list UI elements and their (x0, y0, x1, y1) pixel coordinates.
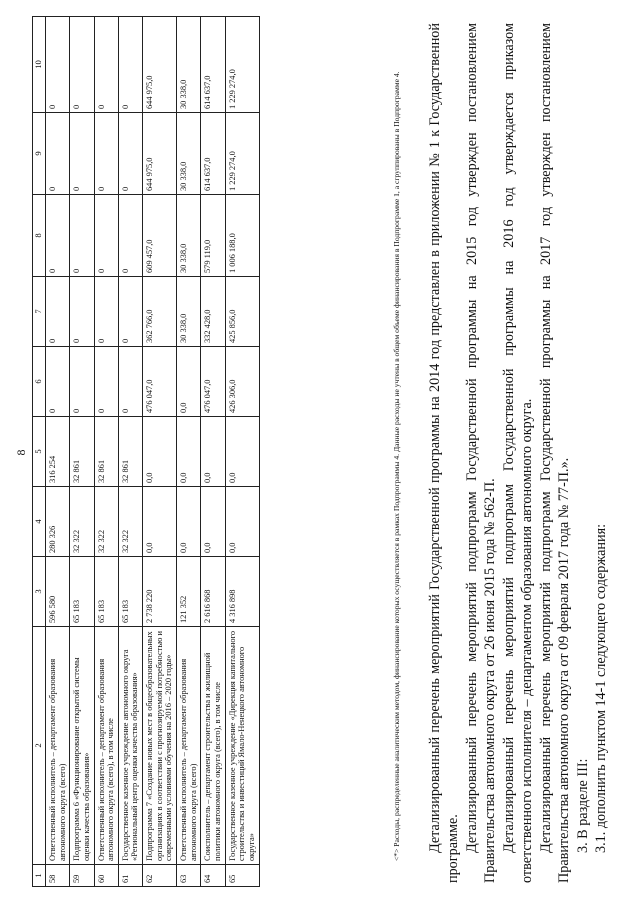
table-header-row (33, 17, 46, 887)
cell-value: 0 (45, 195, 69, 277)
row-number: 62 (143, 865, 177, 887)
row-name: Государственное казенное учреждение «Дирекция капитального строительства и инвестиций Ямало-Ненецкого автономного округа» (225, 627, 259, 865)
cell-value: 476 047,0 (143, 347, 177, 417)
cell-value: 280 326 (45, 487, 69, 557)
table-row (70, 17, 94, 887)
row-name: Государственное казенное учреждение автономного округа «Региональный центр оценки качества образования» (118, 627, 142, 865)
cell-value: 0 (94, 347, 118, 417)
header-cell: 8 (33, 195, 46, 277)
header-cell: 3 (33, 557, 46, 627)
cell-value: 32 861 (70, 417, 94, 487)
financing-table (32, 16, 260, 887)
cell-value: 316 254 (45, 417, 69, 487)
cell-value: 32 322 (118, 487, 142, 557)
cell-value: 0,0 (143, 417, 177, 487)
cell-value: 0 (118, 195, 142, 277)
row-number: 58 (45, 865, 69, 887)
cell-total: 2 616 868 (201, 557, 225, 627)
header-cell: 7 (33, 277, 46, 347)
cell-value: 609 457,0 (143, 195, 177, 277)
table-row (177, 17, 201, 887)
header-cell: 5 (33, 417, 46, 487)
cell-value: 0,0 (177, 347, 201, 417)
row-number: 61 (118, 865, 142, 887)
cell-value: 1 229 274,0 (225, 17, 259, 113)
cell-total: 65 183 (118, 557, 142, 627)
table-row (225, 17, 259, 887)
cell-total: 121 352 (177, 557, 201, 627)
table-row (143, 17, 177, 887)
cell-value: 0 (70, 347, 94, 417)
cell-value: 614 637,0 (201, 113, 225, 195)
cell-value: 0,0 (143, 487, 177, 557)
cell-value: 332 428,0 (201, 277, 225, 347)
cell-value: 362 766,0 (143, 277, 177, 347)
header-cell: 6 (33, 347, 46, 417)
cell-value: 30 338,0 (177, 17, 201, 113)
cell-value: 0 (45, 347, 69, 417)
row-number: 65 (225, 865, 259, 887)
cell-value: 0 (118, 277, 142, 347)
paragraph: 3.1. дополнить пунктом 14-1 следующего содержания: (593, 523, 610, 853)
cell-value: 0 (45, 113, 69, 195)
cell-value: 0 (70, 17, 94, 113)
cell-value: 0 (94, 277, 118, 347)
cell-value: 0,0 (177, 417, 201, 487)
table-footnote: <*> Расходы, распределенные аналитическим методом, финансирование которых осуществляется в рамках Подпрограммы 4. Данные расходы не учтены в общем объеме финансирования в Подпрограмме 1, а сгруппированы в Подпрограмме 4. (392, 71, 401, 861)
cell-value: 32 322 (94, 487, 118, 557)
cell-value: 579 119,0 (201, 195, 225, 277)
cell-value: 425 856,0 (225, 277, 259, 347)
cell-value: 0,0 (201, 487, 225, 557)
row-name: Подпрограмма 6 «Функционирование открытой системы оценки качества образования» (70, 627, 94, 865)
cell-value: 0 (118, 347, 142, 417)
table-row (201, 17, 225, 887)
cell-value: 0 (70, 195, 94, 277)
paragraph: Детализированный перечень мероприятий Государственной программы на 2014 год представлен в приложении № 1 к Государственной программе. (427, 23, 462, 883)
cell-value: 0,0 (201, 417, 225, 487)
paragraph: Детализированный перечень мероприятий подпрограмм Государственной программы на 2015 год утвержден постановлением Правительства автономного округа от 26 июня 2015 года № 562-П. (463, 23, 499, 883)
row-name: Соисполнитель – департамент строительства и жилищной политики автономного округа (всего), в том числе (201, 627, 225, 865)
cell-value: 0 (45, 17, 69, 113)
cell-value: 0 (118, 113, 142, 195)
cell-value: 0 (70, 277, 94, 347)
cell-value: 30 338,0 (177, 195, 201, 277)
cell-value: 644 975,0 (143, 17, 177, 113)
cell-total: 4 316 898 (225, 557, 259, 627)
cell-value: 614 637,0 (201, 17, 225, 113)
cell-total: 65 183 (70, 557, 94, 627)
cell-value: 32 861 (94, 417, 118, 487)
table-row (118, 17, 142, 887)
cell-value: 0 (118, 17, 142, 113)
header-cell: 10 (33, 17, 46, 113)
row-number: 59 (70, 865, 94, 887)
row-name: Ответственный исполнитель – департамент образования автономного округа (всего) (177, 627, 201, 865)
cell-value: 0 (70, 113, 94, 195)
cell-value: 0,0 (177, 487, 201, 557)
cell-value: 0 (94, 113, 118, 195)
cell-total: 2 738 220 (143, 557, 177, 627)
row-number: 60 (94, 865, 118, 887)
row-name: Ответственный исполнитель – департамент образования автономного округа (всего), в том числе (94, 627, 118, 865)
header-cell: 9 (33, 113, 46, 195)
cell-value: 30 338,0 (177, 113, 201, 195)
cell-value: 32 322 (70, 487, 94, 557)
row-number: 63 (177, 865, 201, 887)
cell-value: 0,0 (225, 487, 259, 557)
table-row (45, 17, 69, 887)
section-heading: 3. В разделе III: (574, 758, 591, 853)
cell-value: 30 338,0 (177, 277, 201, 347)
cell-value: 426 306,0 (225, 347, 259, 417)
header-cell: 4 (33, 487, 46, 557)
header-cell: 1 (33, 865, 46, 887)
cell-total: 65 183 (94, 557, 118, 627)
row-name: Подпрограмма 7 «Создание новых мест в общеобразовательных организациях в соответствии с прогнозируемой потребностью и современными условиями обучения на 2016 – 2020 годы» (143, 627, 177, 865)
body-text (426, 23, 611, 883)
cell-value: 644 975,0 (143, 113, 177, 195)
cell-value: 1 006 188,0 (225, 195, 259, 277)
row-name: Ответственный исполнитель – департамент образования автономного округа (всего) (45, 627, 69, 865)
cell-value: 0 (45, 277, 69, 347)
cell-value: 32 861 (118, 417, 142, 487)
page-number: 8 (14, 449, 28, 456)
cell-value: 0,0 (225, 417, 259, 487)
row-number: 64 (201, 865, 225, 887)
cell-total: 596 580 (45, 557, 69, 627)
cell-value: 1 229 274,0 (225, 113, 259, 195)
cell-value: 0 (94, 17, 118, 113)
paragraph: Детализированный перечень мероприятий подпрограмм Государственной программы на 2017 год утвержден постановлением Правительства автономного округа от 09 февраля 2017 года № 77-П.». (537, 23, 573, 883)
cell-value: 0 (94, 195, 118, 277)
paragraph: Детализированный перечень мероприятий подпрограмм Государственной программы на 2016 год утверждается приказом ответственного исполнителя – департаментом образования автономного округа. (500, 23, 536, 883)
header-cell: 2 (33, 627, 46, 865)
cell-value: 476 047,0 (201, 347, 225, 417)
table-row (94, 17, 118, 887)
